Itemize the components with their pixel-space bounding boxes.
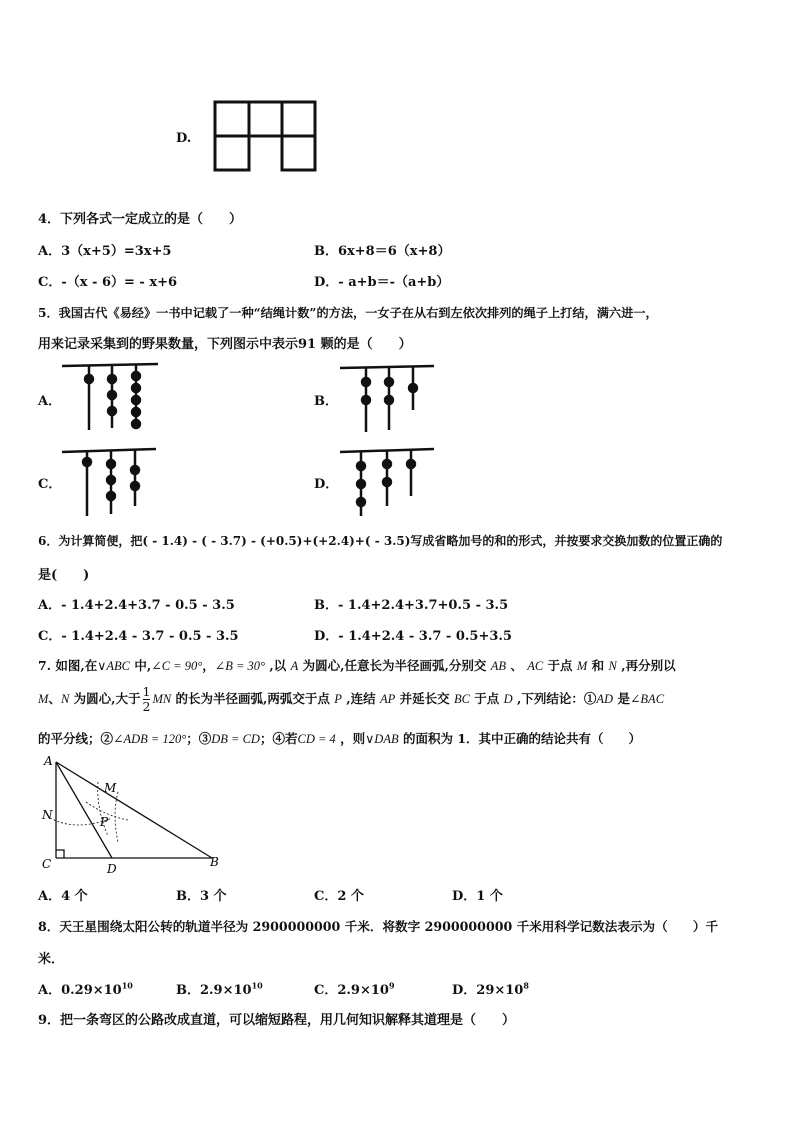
q5-option-a-knot-figure — [62, 362, 162, 432]
q8-option-c-text: C．2.9×10 — [314, 983, 389, 998]
q7-text: ；③ — [186, 731, 212, 746]
q6-option-d: D．- 1.4+2.4 - 3.7 - 0.5+3.5 — [314, 629, 512, 644]
q7-stem-line2 — [38, 685, 664, 714]
q8-stem-line1: 8．天王星围绕太阳公转的轨道半径为 2900000000 千米．将数字 2900000000 千米用科学记数法表示为（ ）千 — [38, 919, 719, 934]
q7-figure-label-a: A — [44, 754, 53, 768]
q7-fraction-one-half — [143, 685, 151, 714]
q7-text: 中, — [130, 658, 152, 673]
q7-option-b: B．3 个 — [176, 889, 227, 904]
q8-option-a-exponent: 10 — [121, 980, 133, 991]
q8-option-d-exponent: 8 — [523, 980, 529, 991]
q7-math: M — [576, 659, 588, 673]
q7-math: CD = 4 — [297, 732, 336, 746]
q7-figure-label-m: M — [104, 781, 117, 795]
q7-triangle-figure — [36, 752, 236, 877]
q7-math: BC — [453, 692, 470, 706]
q7-math: MN — [152, 692, 172, 706]
q5-option-a-label: A． — [38, 394, 62, 409]
q7-math: ∠C = 90° — [151, 659, 203, 673]
q7-math: ∠B = 30° — [214, 659, 266, 673]
q7-option-c: C．2 个 — [314, 889, 364, 904]
q7-math: AC — [527, 659, 544, 673]
q7-text: 并延长交 — [395, 691, 454, 706]
q7-figure-label-c: C — [42, 857, 52, 871]
q7-stem-line1 — [38, 656, 676, 674]
q4-stem: 4．下列各式一定成立的是（ ） — [38, 212, 243, 227]
q7-text: 和 — [587, 658, 609, 673]
q8-option-d-text: D．29×10 — [452, 983, 524, 998]
q7-text: ,再分别以 — [616, 658, 676, 673]
q5-option-d-label: D． — [314, 477, 339, 492]
q9-stem: 9．把一条弯区的公路改成直道，可以缩短路程，用几何知识解释其道理是（ ） — [38, 1013, 516, 1028]
q7-text: 、 — [48, 691, 61, 706]
q5-stem-line1: 5．我国古代《易经》一书中记载了一种“结绳计数”的方法，一女子在从右到左依次排列的绳子上打结，满六进一， — [38, 306, 658, 320]
q6-stem-line2: 是( ) — [38, 568, 90, 583]
q7-text: 为圆心,大于 — [69, 691, 141, 706]
q8-option-b-text: B．2.9×10 — [176, 983, 252, 998]
q7-text: 、 — [505, 658, 528, 673]
q7-text: 于点 — [469, 691, 504, 706]
q7-figure-label-n: N — [42, 808, 53, 822]
q7-option-a: A．4 个 — [38, 889, 88, 904]
q7-math: ∠ADB = 120° — [113, 732, 187, 746]
q7-math: D — [503, 692, 513, 706]
q7-figure-label-d: D — [107, 862, 117, 876]
q7-text: ,以 — [265, 658, 291, 673]
q7-math: ∠BAC — [629, 692, 665, 706]
q7-fraction-numerator: 1 — [142, 684, 151, 699]
q7-math: A — [290, 659, 299, 673]
q5-stem-line2: 用来记录采集到的野果数量，下列图示中表示91 颗的是（ ） — [38, 337, 412, 352]
q5-option-b-knot-figure — [340, 364, 440, 434]
q6-option-b: B．- 1.4+2.4+3.7+0.5 - 3.5 — [314, 598, 509, 613]
q6-option-a: A．- 1.4+2.4+3.7 - 0.5 - 3.5 — [38, 598, 235, 613]
q7-math: DB = CD — [211, 732, 260, 746]
q7-text: 是 — [613, 691, 630, 706]
q8-option-a-text: A．0.29×10 — [38, 983, 122, 998]
q7-figure-label-p: P — [100, 815, 109, 829]
q8-option-d — [452, 979, 529, 998]
q7-math: ∨ABC — [97, 659, 131, 673]
q7-text: ，则 — [335, 731, 366, 746]
q3-option-d-label: D. — [176, 131, 192, 146]
q7-text: ,连结 — [341, 691, 380, 706]
q4-option-b: B．6x+8＝6（x+8） — [314, 244, 451, 259]
q7-text: 于点 — [543, 658, 577, 673]
q5-option-d-knot-figure — [340, 446, 440, 518]
q7-option-d: D．1 个 — [452, 889, 503, 904]
q6-option-c: C．- 1.4+2.4 - 3.7 - 0.5 - 3.5 — [38, 629, 239, 644]
q7-text: ；④若 — [259, 731, 298, 746]
q7-math: N — [608, 659, 617, 673]
q7-math: N — [60, 692, 70, 706]
q4-option-a: A．3（x+5）=3x+5 — [38, 244, 172, 259]
q8-option-a — [38, 979, 133, 998]
q7-text: 的长为半径画弧,两弧交于点 — [171, 691, 335, 706]
q8-option-b — [176, 979, 263, 998]
q7-text: 7. 如图,在 — [38, 658, 98, 673]
q7-text: 的平分线；② — [38, 731, 114, 746]
q8-option-c — [314, 979, 395, 998]
q7-stem-line3 — [38, 729, 641, 747]
q3-option-d-grid-figure — [212, 100, 322, 174]
q7-math: AP — [379, 692, 396, 706]
q7-math: AD — [596, 692, 614, 706]
q5-option-b-label: B． — [314, 394, 338, 409]
q8-option-c-exponent: 9 — [388, 980, 395, 991]
q4-option-d: D．- a+b＝-（a+b） — [314, 275, 450, 290]
q5-option-c-knot-figure — [62, 446, 162, 518]
q8-stem-line2: 米． — [38, 952, 65, 967]
q7-fraction-denominator: 2 — [142, 699, 151, 714]
q8-option-b-exponent: 10 — [251, 980, 263, 991]
q7-figure-label-b: B — [210, 855, 219, 869]
q6-stem-line1: 6．为计算简便，把( - 1.4) - ( - 3.7) - (+0.5)+(+2.4)+( - 3.5)写成省略加号的和的形式，并按要求交换加数的位置正确的 — [38, 534, 723, 548]
q7-text: 为圆心,任意长为半径画弧,分别交 — [298, 658, 491, 673]
q7-math: M — [38, 692, 49, 706]
q7-math: ∨DAB — [365, 732, 399, 746]
q7-text: 的面积为 1．其中正确的结论共有（ ） — [398, 731, 642, 746]
q4-option-c: C．-（x - 6）= - x+6 — [38, 275, 178, 290]
q7-text: ,下列结论：① — [512, 691, 597, 706]
q7-text: ， — [202, 658, 215, 673]
q7-math: P — [334, 692, 342, 706]
q7-math: AB — [490, 659, 506, 673]
q5-option-c-label: C． — [38, 477, 62, 492]
